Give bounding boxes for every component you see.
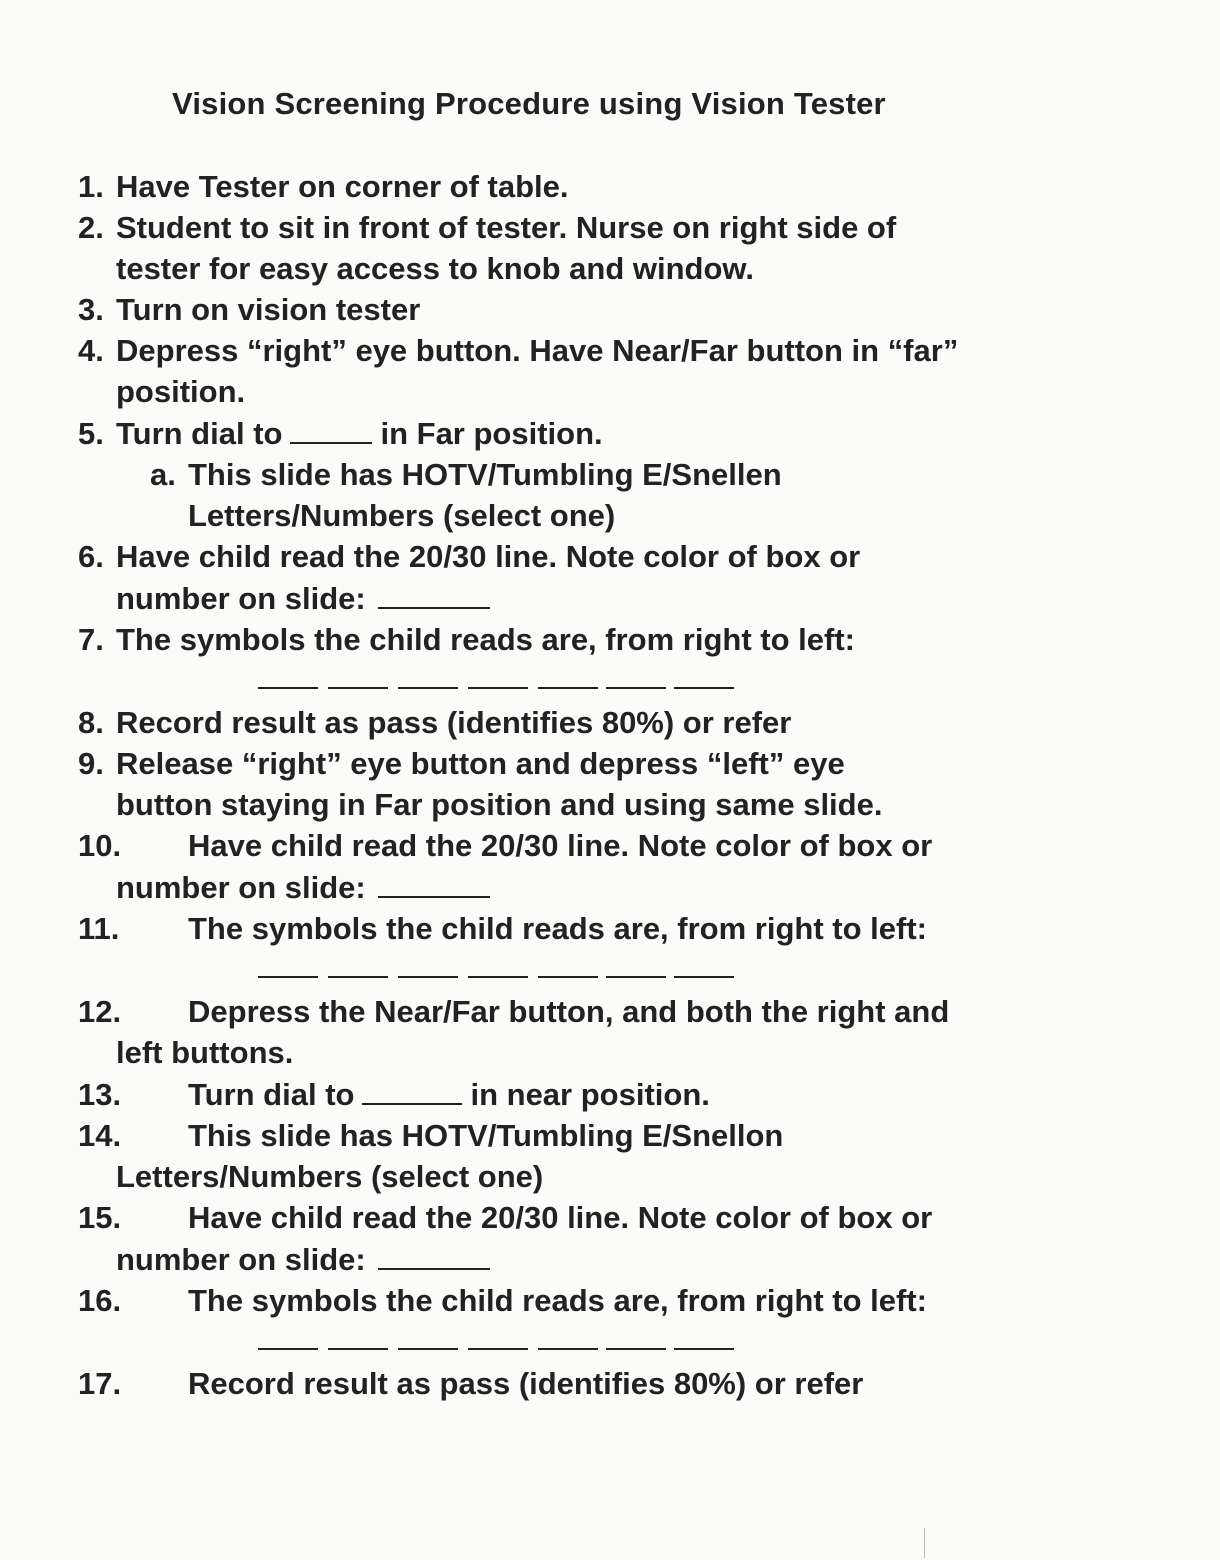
step-12: [78, 991, 1158, 1073]
step-number: 6.: [78, 539, 104, 574]
symbol-blank: [674, 687, 734, 689]
symbol-blank: [328, 976, 388, 978]
step-text: Have Tester on corner of table.: [116, 169, 569, 204]
step-text-continued: position.: [116, 374, 246, 409]
step-11: [78, 908, 1158, 949]
step-number: 15.: [78, 1200, 122, 1235]
step-17: [78, 1363, 1158, 1404]
symbol-blank: [258, 687, 318, 689]
symbol-blank: [468, 687, 528, 689]
step-number: 10.: [78, 828, 122, 863]
step-text: This slide has HOTV/Tumbling E/Snellon: [188, 1118, 784, 1153]
step-text: The symbols the child reads are, from right to left:: [188, 1283, 927, 1318]
step-text-after: in near position.: [470, 1077, 710, 1112]
fill-in-blank: [378, 866, 490, 898]
symbol-blank: [538, 976, 598, 978]
step-text: This slide has HOTV/Tumbling E/Snellen: [188, 457, 782, 492]
step-text: Turn dial to: [188, 1077, 355, 1112]
step-6: [78, 536, 1158, 619]
symbol-blank: [258, 976, 318, 978]
step-8: [78, 702, 1158, 743]
symbol-blank: [606, 1348, 666, 1350]
step-text: Record result as pass (identifies 80%) or refer: [188, 1366, 864, 1401]
step-text: Turn dial to: [116, 416, 283, 451]
symbol-blank: [258, 1348, 318, 1350]
step-number: 1.: [78, 169, 104, 204]
step-1: [78, 166, 1158, 207]
document-title: Vision Screening Procedure using Vision Tester: [172, 86, 886, 121]
symbol-blank: [674, 1348, 734, 1350]
step-text: The symbols the child reads are, from right to left:: [188, 911, 927, 946]
step-text-after: in Far position.: [380, 416, 603, 451]
symbol-blank: [398, 1348, 458, 1350]
step-number: 14.: [78, 1118, 122, 1153]
step-text: Turn on vision tester: [116, 292, 421, 327]
step-5: [78, 412, 1158, 454]
step-number: 16.: [78, 1283, 122, 1318]
step-number: 2.: [78, 210, 104, 245]
symbol-blank: [606, 687, 666, 689]
step-text: Depress “right” eye button. Have Near/Far button in “far”: [116, 333, 959, 368]
step-text-continued: Letters/Numbers (select one): [116, 1159, 544, 1194]
step-number: 11.: [78, 911, 120, 946]
symbol-blank: [538, 687, 598, 689]
symbol-blank: [468, 976, 528, 978]
step-text: Have child read the 20/30 line. Note color of box or: [188, 1200, 933, 1235]
symbol-blank: [606, 976, 666, 978]
step-3: [78, 289, 1158, 330]
step-text-continued: number on slide:: [116, 870, 366, 905]
step-text: Record result as pass (identifies 80%) or refer: [116, 705, 792, 740]
step-10: [78, 825, 1158, 908]
step-number: 4.: [78, 333, 104, 368]
step-15: [78, 1197, 1158, 1280]
symbol-blanks: [78, 949, 1158, 991]
step-number: 5.: [78, 416, 104, 451]
step-number: 3.: [78, 292, 104, 327]
step-16: [78, 1280, 1158, 1321]
fill-in-blank: [378, 1238, 490, 1270]
step-text-continued: button staying in Far position and using same slide.: [116, 787, 883, 822]
fill-in-blank: [378, 577, 490, 609]
step-9: [78, 743, 1158, 825]
step-number: 9.: [78, 746, 104, 781]
step-text: The symbols the child reads are, from right to left:: [116, 622, 855, 657]
step-number: 17.: [78, 1366, 122, 1401]
step-number: 13.: [78, 1077, 122, 1112]
step-number: 8.: [78, 705, 104, 740]
step-text: Release “right” eye button and depress “left” eye: [116, 746, 845, 781]
symbol-blanks: [78, 660, 1158, 702]
step-text-continued: number on slide:: [116, 581, 366, 616]
symbol-blank: [398, 687, 458, 689]
step-13: [78, 1073, 1158, 1115]
symbol-blank: [674, 976, 734, 978]
step-5a-continued: Letters/Numbers (select one): [188, 498, 616, 533]
fill-in-blank: [362, 1073, 462, 1105]
step-text: Have child read the 20/30 line. Note color of box or: [116, 539, 861, 574]
step-text-continued: left buttons.: [116, 1035, 294, 1070]
step-text: Depress the Near/Far button, and both the right and: [188, 994, 950, 1029]
step-5a: [78, 454, 1158, 495]
step-14: [78, 1115, 1158, 1197]
symbol-blank: [398, 976, 458, 978]
step-4: [78, 330, 1158, 412]
symbol-blank: [328, 1348, 388, 1350]
step-text-continued: number on slide:: [116, 1242, 366, 1277]
fill-in-blank: [290, 412, 372, 444]
step-text: Student to sit in front of tester. Nurse on right side of: [116, 210, 897, 245]
symbol-blank: [468, 1348, 528, 1350]
step-7: [78, 619, 1158, 660]
step-2: [78, 207, 1158, 289]
symbol-blank: [328, 687, 388, 689]
scan-artifact: [924, 1528, 925, 1558]
step-text: Have child read the 20/30 line. Note color of box or: [188, 828, 933, 863]
step-number: 7.: [78, 622, 104, 657]
symbol-blank: [538, 1348, 598, 1350]
step-number: 12.: [78, 994, 122, 1029]
step-text-continued: tester for easy access to knob and window.: [116, 251, 754, 286]
sub-step-letter: a.: [150, 457, 176, 492]
procedure-list: [78, 166, 1158, 1404]
symbol-blanks: [78, 1321, 1158, 1363]
